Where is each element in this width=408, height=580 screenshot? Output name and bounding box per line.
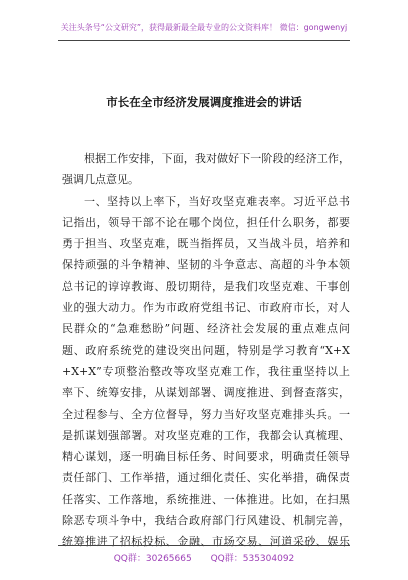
body-line: 率下、统筹安排，从谋划部署、调度推进、到督查落实， [62, 386, 350, 400]
body-line: 总书记的谆谆教诲、殷切期待，是我们攻坚克难、干事创 [62, 279, 350, 293]
footer-qq-group-1: QQ群：30265665 [113, 554, 192, 564]
body-line: 民群众的“急难愁盼”问题、经济社会发展的重点难点问 [62, 322, 350, 336]
body-line: 勇于担当、攻坚克难，既当指挥员，又当战斗员，培养和 [62, 237, 350, 251]
footer-qq-group-2: QQ群：535304092 [210, 554, 295, 564]
body-line: 记指出，领导干部不论在哪个岗位，担任什么职务，都要 [62, 215, 350, 229]
body-line: 全过程参与、全方位督导，努力当好攻坚克难排头兵。一 [62, 407, 350, 421]
body-line: +X+X”专项整治整改等攻坚克难工作，我往重坚持以上 [62, 364, 350, 378]
body-line: 是抓谋划强部署。对攻坚克难的工作，我都会认真梳理、 [62, 428, 350, 442]
body-line: 统筹推进了招标投标、金融、市场交易、河道采砂、娱乐 [62, 535, 350, 549]
body-line: 责任部门、工作举措，通过细化责任、实化举措，确保责 [62, 471, 350, 485]
footer-divider [58, 545, 350, 546]
body-line: 精心谋划，逐一明确目标任务、时间要求，明确责任领导 [62, 450, 350, 464]
body-line: 强调几点意见。 [62, 173, 139, 187]
body-line: 任落实、工作落地，系统推进、一体推进。比如，在扫黑 [62, 492, 350, 506]
body-line: 根据工作安排，下面，我对做好下一阶段的经济工作， [84, 152, 350, 165]
footer-contact [0, 551, 408, 564]
document-body [62, 148, 350, 553]
header-note: 关注头条号“公文研究”，获得最新最全最专业的公文资料库！ 微信：gongwenyj [60, 23, 348, 32]
body-line: 业的强大动力。作为市政府党组书记、市政府市长，对人 [62, 301, 350, 315]
body-line: 题、政府系统党的建设突出问题，特别是学习教育“X+X [62, 343, 350, 357]
document-title: 市长在全市经济发展调度推进会的讲话 [106, 95, 302, 109]
body-line: 保持顽强的斗争精神、坚韧的斗争意志、高超的斗争本领 [62, 258, 350, 272]
header-divider [58, 40, 350, 41]
body-line: 除恶专项斗争中，我结合政府部门行风建设、机制完善， [62, 514, 350, 528]
body-line: 一、坚持以上率下，当好攻坚克难表率。习近平总书 [84, 194, 350, 208]
